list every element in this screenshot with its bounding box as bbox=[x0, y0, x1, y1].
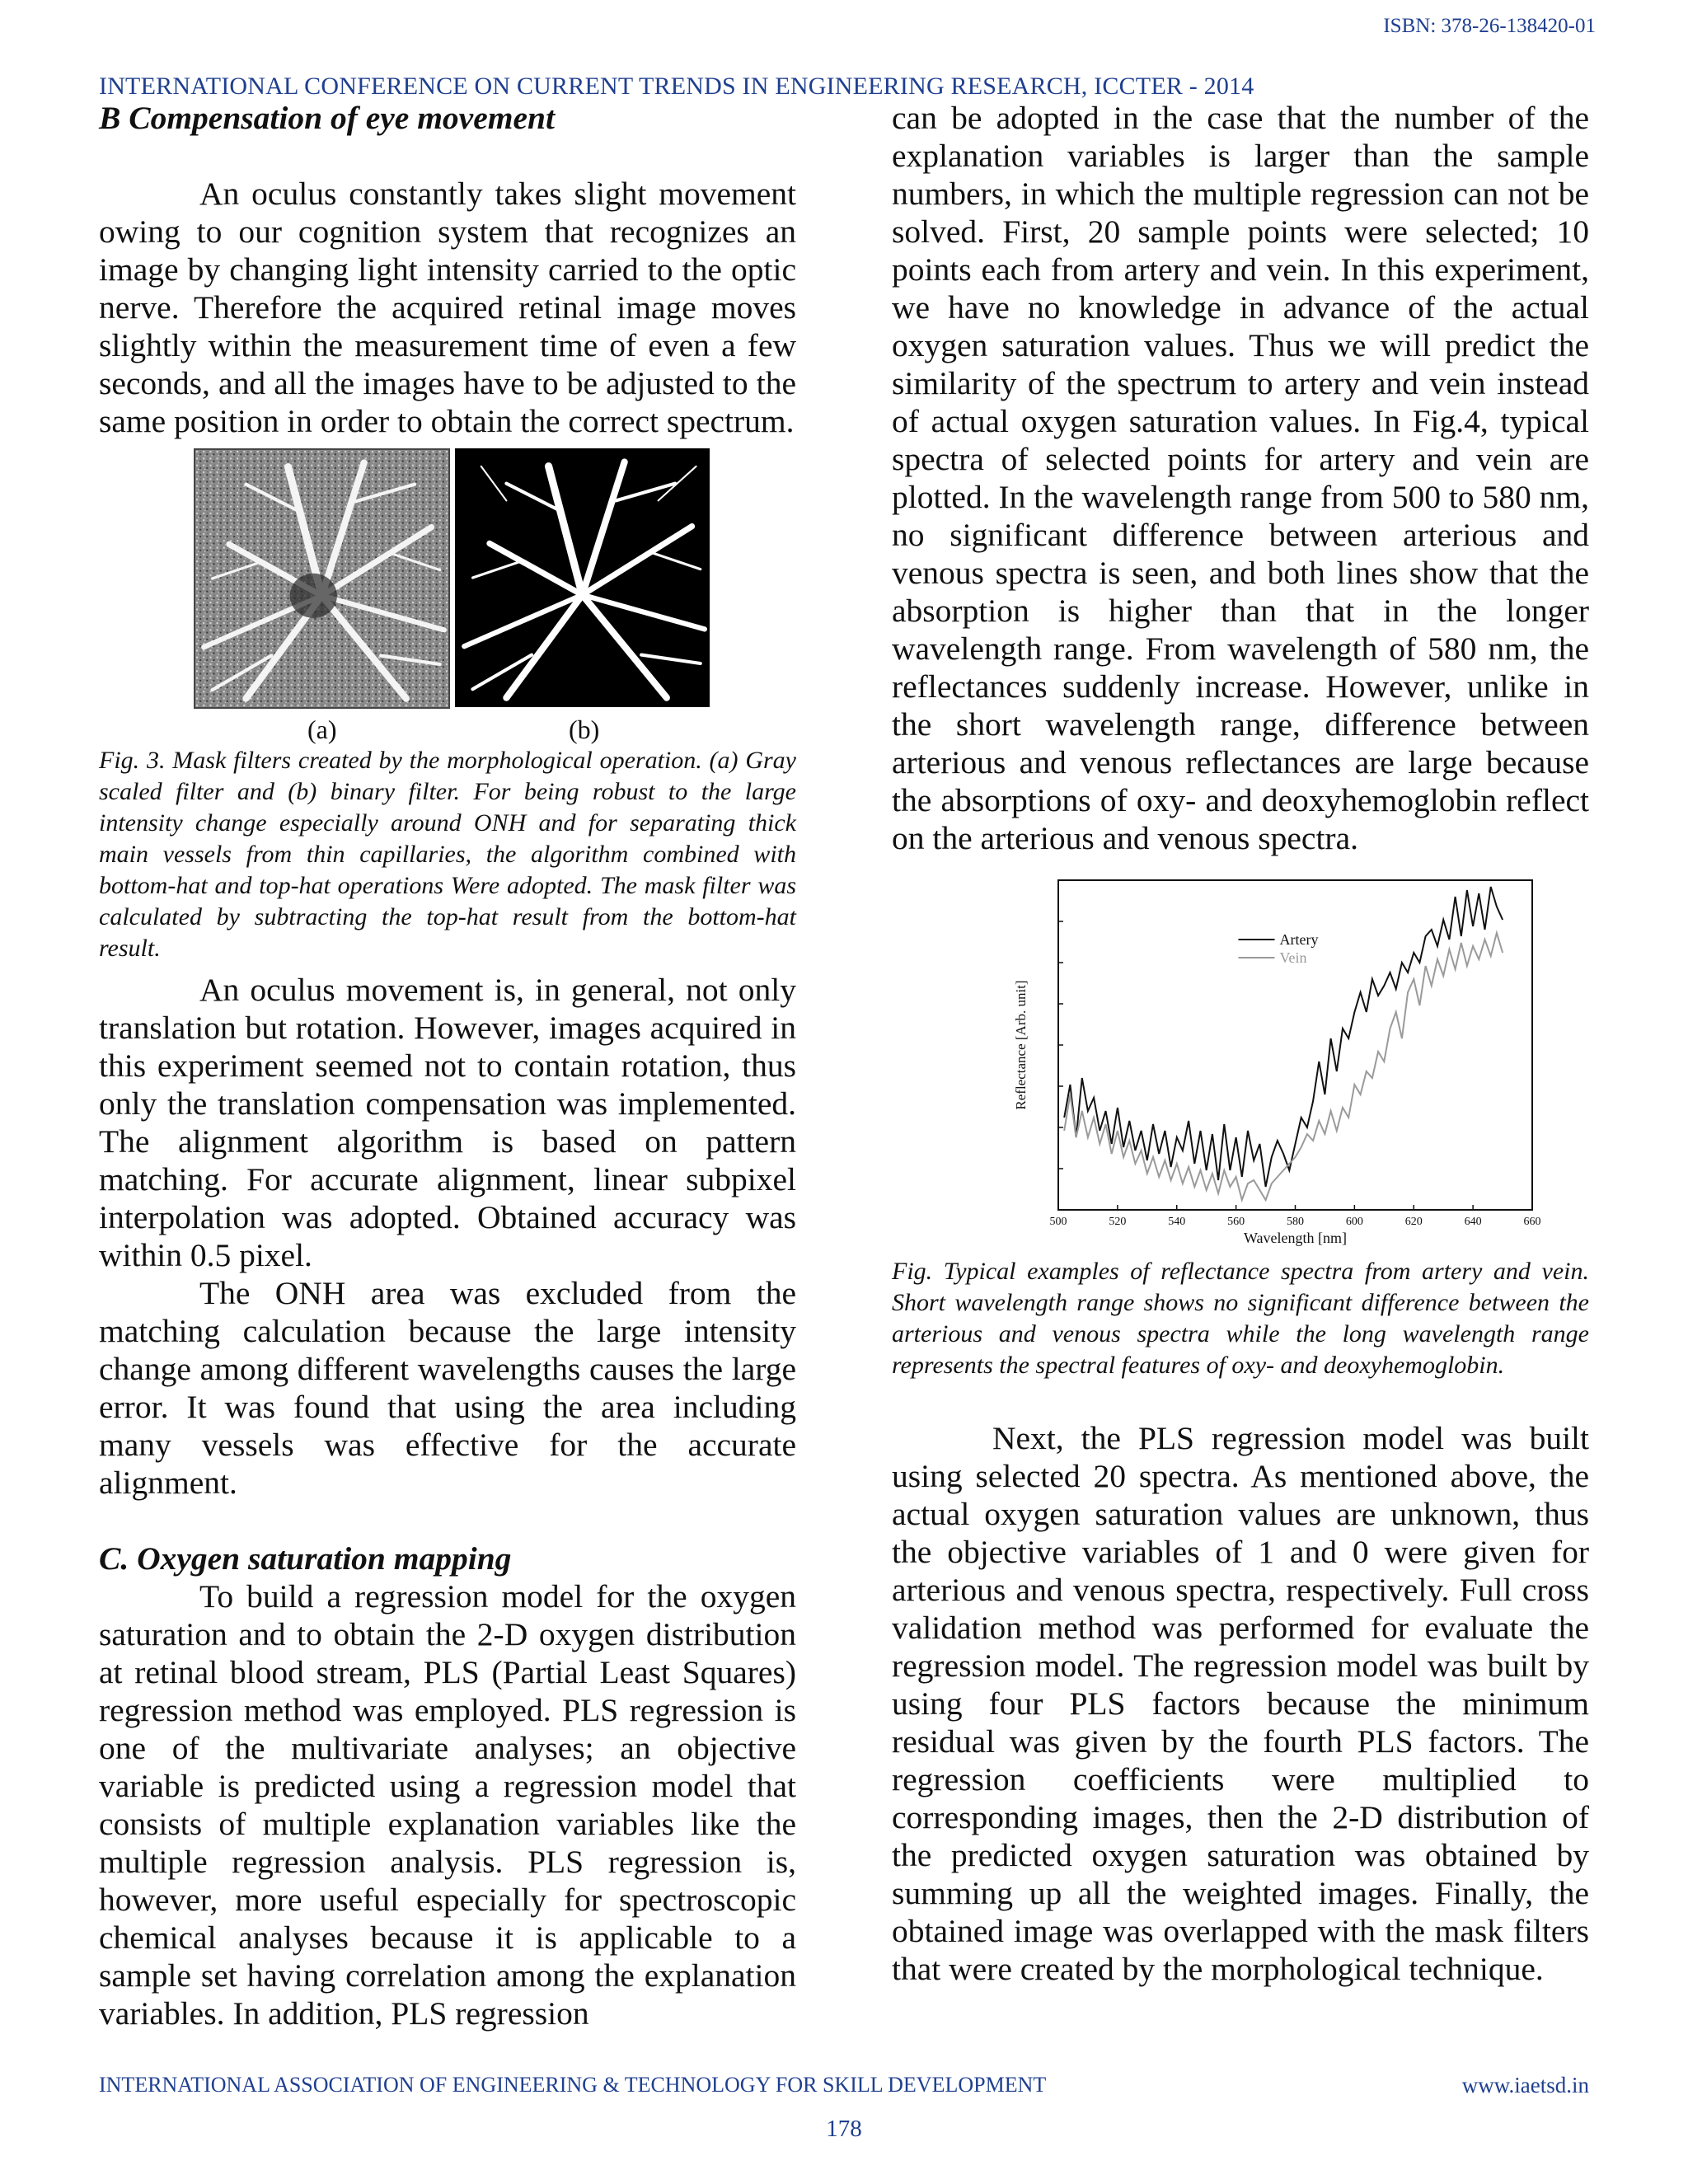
page-number: 178 bbox=[826, 2116, 862, 2142]
binary-filter-image bbox=[455, 448, 710, 707]
spacer bbox=[99, 1502, 796, 1540]
x-tick-label: 600 bbox=[1345, 1216, 1363, 1228]
reflectance-spectra-chart bbox=[892, 869, 1589, 1256]
paragraph-eye-movement: An oculus constantly takes slight movement owing to our cognition system that recognizes an image by changing light intensity carried to the optic nerve. Therefore the acquired retinal image moves slightly within the measurement time of even a few seconds, and all the images have to be adjusted to the same position in order to obtain the correct spectrum. bbox=[99, 176, 796, 439]
right-column bbox=[892, 99, 1589, 1988]
figure-3 bbox=[99, 448, 796, 745]
footer-website-link[interactable]: www.iaetsd.in bbox=[1461, 2073, 1589, 2097]
conference-header: INTERNATIONAL CONFERENCE ON CURRENT TRENDS IN ENGINEERING RESEARCH, ICCTER - 2014 bbox=[99, 73, 1254, 100]
x-tick-label: 560 bbox=[1227, 1216, 1245, 1228]
paragraph-onh-area: The ONH area was excluded from the matching calculation because the large intensity change among different wavelengths causes the large error. It was found that using the area including many vessels was effective for the accurate alignment. bbox=[99, 1275, 796, 1501]
section-heading-b: B Compensation of eye movement bbox=[99, 100, 555, 136]
isbn: ISBN: 378-26-138420-01 bbox=[1383, 15, 1596, 37]
x-tick-label: 660 bbox=[1523, 1216, 1541, 1228]
x-tick-label: 500 bbox=[1049, 1216, 1067, 1228]
x-tick-label: 640 bbox=[1464, 1216, 1482, 1228]
paragraph-pls-regression: To build a regression model for the oxygen saturation and to obtain the 2-D oxygen distribution at retinal blood stream, PLS (Partial Least Squares) regression method was employed. PLS regression is one of the multivariate analyses; an objective variable is predicted using a regression model that consists of multiple explanation variables like the multiple regression analysis. PLS regression is, however, more useful especially for spectroscopic chemical analyses because it is applicable to a sample set having correlation among the explanation variables. In addition, PLS regression bbox=[99, 1578, 796, 2032]
spacer bbox=[99, 137, 796, 175]
y-axis-label: Reflectance [Arb. unit] bbox=[1013, 980, 1029, 1110]
figure-4-chart bbox=[892, 869, 1589, 1256]
x-tick-label: 620 bbox=[1404, 1216, 1423, 1228]
legend-label-vein: Vein bbox=[1279, 949, 1307, 966]
legend-label-artery: Artery bbox=[1279, 931, 1319, 948]
figure-3-label-b: (b) bbox=[569, 715, 600, 744]
plot-frame bbox=[1058, 880, 1532, 1210]
paragraph-sample-points: can be adopted in the case that the number of the explanation variables is larger than the sample numbers, in which the multiple regression can not be solved. First, 20 sample points were selected; 10 points each from artery and vein. In this experiment, we have no knowledge in advance of the actual oxygen saturation values. Thus we will predict the similarity of the spectrum to artery and vein instead of actual oxygen saturation values. In Fig.4, typical spectra of selected points for artery and vein are plotted. In the wavelength range from 500 to 580 nm, no significant difference between arterious and venous spectra is seen, and both lines show that the absorption is higher than that in the longer wavelength range. From wavelength of 580 nm, the reflectances suddenly increase. However, unlike in the short wavelength range, difference between arterious and venous reflectances are large because the absorptions of oxy- and deoxyhemoglobin reflect on the arterious and venous spectra. bbox=[892, 100, 1589, 856]
paragraph-oculus-movement: An oculus movement is, in general, not only translation but rotation. However, images acquired in this experiment seemed not to contain rotation, thus only the translation compensation was implemented. The alignment algorithm is based on pattern matching. For accurate alignment, linear subpixel interpolation was adopted. Obtained accuracy was within 0.5 pixel. bbox=[99, 972, 796, 1273]
x-tick-label: 520 bbox=[1109, 1216, 1127, 1228]
series-line-vein bbox=[1064, 933, 1503, 1200]
x-axis-label: Wavelength [nm] bbox=[1243, 1230, 1348, 1246]
footer-association: INTERNATIONAL ASSOCIATION OF ENGINEERING & TECHNOLOGY FOR SKILL DEVELOPMENT bbox=[99, 2073, 1047, 2097]
x-tick-label: 580 bbox=[1287, 1216, 1304, 1228]
gray-scaled-filter-image bbox=[194, 448, 450, 709]
left-column bbox=[99, 99, 796, 2032]
paragraph-pls-model: Next, the PLS regression model was built using selected 20 spectra. As mentioned above, the actual oxygen saturation values are unknown, thus the objective variables of 1 and 0 were given for arterious and venous spectra, respectively. Full cross validation method was performed for evaluate the regression model. The regression model was built by using four PLS factors because the minimum residual was given by the fourth PLS factors. The regression coefficients were multiplied to corresponding images, then the 2-D distribution of the predicted oxygen saturation was obtained by summing up all the weighted images. Finally, the obtained image was overlapped with the mask filters that were created by the morphological technique. bbox=[892, 1420, 1589, 1987]
figure-3-label-a: (a) bbox=[307, 715, 337, 744]
figure-4-caption: Fig. Typical examples of reflectance spectra from artery and vein. Short wavelength range shows no significant difference between the arterious and venous spectra while the long wavelength range represents the spectral features of oxy- and deoxyhemoglobin. bbox=[892, 1258, 1589, 1379]
section-heading-c: C. Oxygen saturation mapping bbox=[99, 1540, 512, 1577]
spacer bbox=[892, 1381, 1589, 1419]
x-tick-label: 540 bbox=[1168, 1216, 1186, 1228]
figure-3-caption: Fig. 3. Mask filters created by the morphological operation. (a) Gray scaled filter and (b) binary filter. For being robust to the large intensity change especially around ONH and for separating thick main vessels from thin capillaries, the algorithm combined with bottom-hat and top-hat operations Were adopted. The mask filter was calculated by subtracting the top-hat result from the bottom-hat result. bbox=[99, 747, 796, 962]
